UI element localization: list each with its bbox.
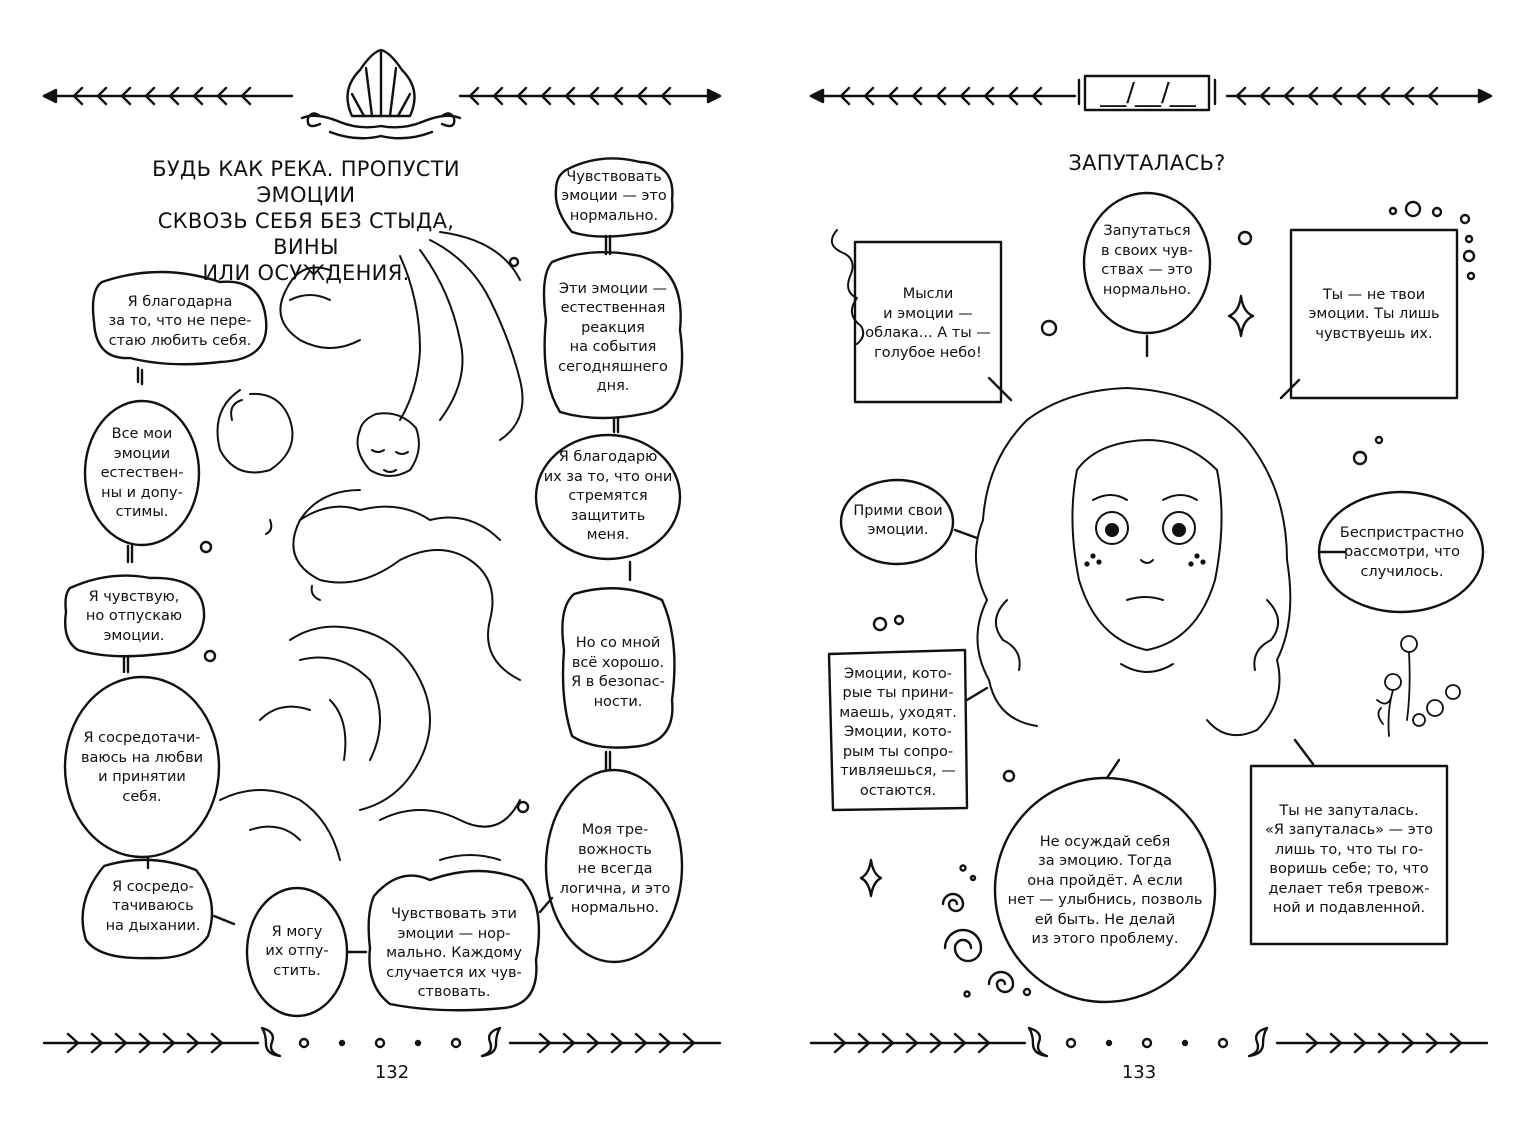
swirl-ornament-icon: [945, 930, 981, 961]
thought-bubble: Запутаться в своих чув- ствах — это нормально.: [1100, 223, 1194, 298]
thought-bubble: Не осуждай себя за эмоцию. Тогда она пройдёт. А если нет — улыбнись, позволь ей быть. Не делай из этого проблему.: [1007, 833, 1203, 947]
swirl-ornament-icon: [44, 1028, 720, 1056]
affirmation-bubble: Я благодарю их за то, что они стремятся защитить меня.: [543, 449, 673, 544]
girl-illustration-icon: [976, 388, 1290, 735]
affirmation-bubble: Все мои эмоции естествен- ны и допу- стимы.: [100, 426, 184, 521]
affirmation-bubble: Чувствовать эти эмоции — нор- мально. Каждому случается их чув- ствовать.: [386, 906, 522, 1001]
affirmation-bubble: Моя тре- вожность не всегда логична, и это нормально.: [559, 822, 671, 917]
page-number: 133: [1121, 1062, 1157, 1083]
affirmation-bubble: Я сосредотачи- ваюсь на любви и принятии себя.: [80, 730, 204, 805]
shell-ornament-icon: [302, 50, 460, 138]
affirmation-bubble: Я благодарна за то, что не пере- стаю любить себя.: [108, 293, 252, 349]
thought-bubble: Эмоции, кото- рые ты прини- маешь, уходят. Эмоции, кото- рым ты сопро- тивляешься, — остаются.: [839, 665, 957, 799]
affirmation-bubble: Я могу их отпу- стить.: [265, 923, 329, 979]
affirmation-bubble: Эти эмоции — естественная реакция на события сегодняшнего дня.: [558, 280, 668, 394]
affirmation-bubble: Я сосредо- тачиваюсь на дыхании.: [105, 878, 201, 934]
thought-bubble: Мысли и эмоции — облака... А ты — голубое небо!: [865, 286, 991, 361]
thought-bubble: Ты не запуталась. «Я запуталась» — это лишь то, что ты го- воришь себе; то, что делает тебя тревож- ной и подавленной.: [1264, 802, 1434, 916]
affirmation-bubble: Чувствовать эмоции — это нормально.: [561, 168, 667, 224]
right-page: [767, 0, 1534, 1125]
sparkle-icon: [861, 860, 881, 896]
thought-bubble: Ты — не твои эмоции. Ты лишь чувствуешь их.: [1308, 286, 1440, 342]
swirl-ornament-icon: [989, 972, 1013, 992]
affirmation-bubble: Но со мной всё хорошо. Я в безопас- ности.: [571, 635, 665, 710]
flowers-icon: [1377, 636, 1460, 736]
swirl-ornament-icon: [943, 894, 963, 911]
date-field[interactable]: __/__/__: [1100, 78, 1196, 108]
mermaid-illustration-icon: [218, 232, 523, 860]
thought-bubble: Беспристрастно рассмотри, что случилось.: [1339, 524, 1465, 580]
page-number: 132: [374, 1062, 410, 1083]
thought-bubble: Прими свои эмоции.: [853, 502, 943, 538]
sparkle-icon: [1229, 296, 1253, 336]
page-heading: ЗАПУТАЛАСЬ?: [1068, 151, 1226, 175]
affirmation-bubble: Я чувствую, но отпускаю эмоции.: [85, 588, 183, 644]
swirl-ornament-icon: [811, 1028, 1487, 1056]
page-heading: БУДЬ КАК РЕКА. ПРОПУСТИ ЭМОЦИИ СКВОЗЬ СЕБЯ БЕЗ СТЫДА, ВИНЫ ИЛИ ОСУЖДЕНИЯ.: [152, 157, 460, 285]
